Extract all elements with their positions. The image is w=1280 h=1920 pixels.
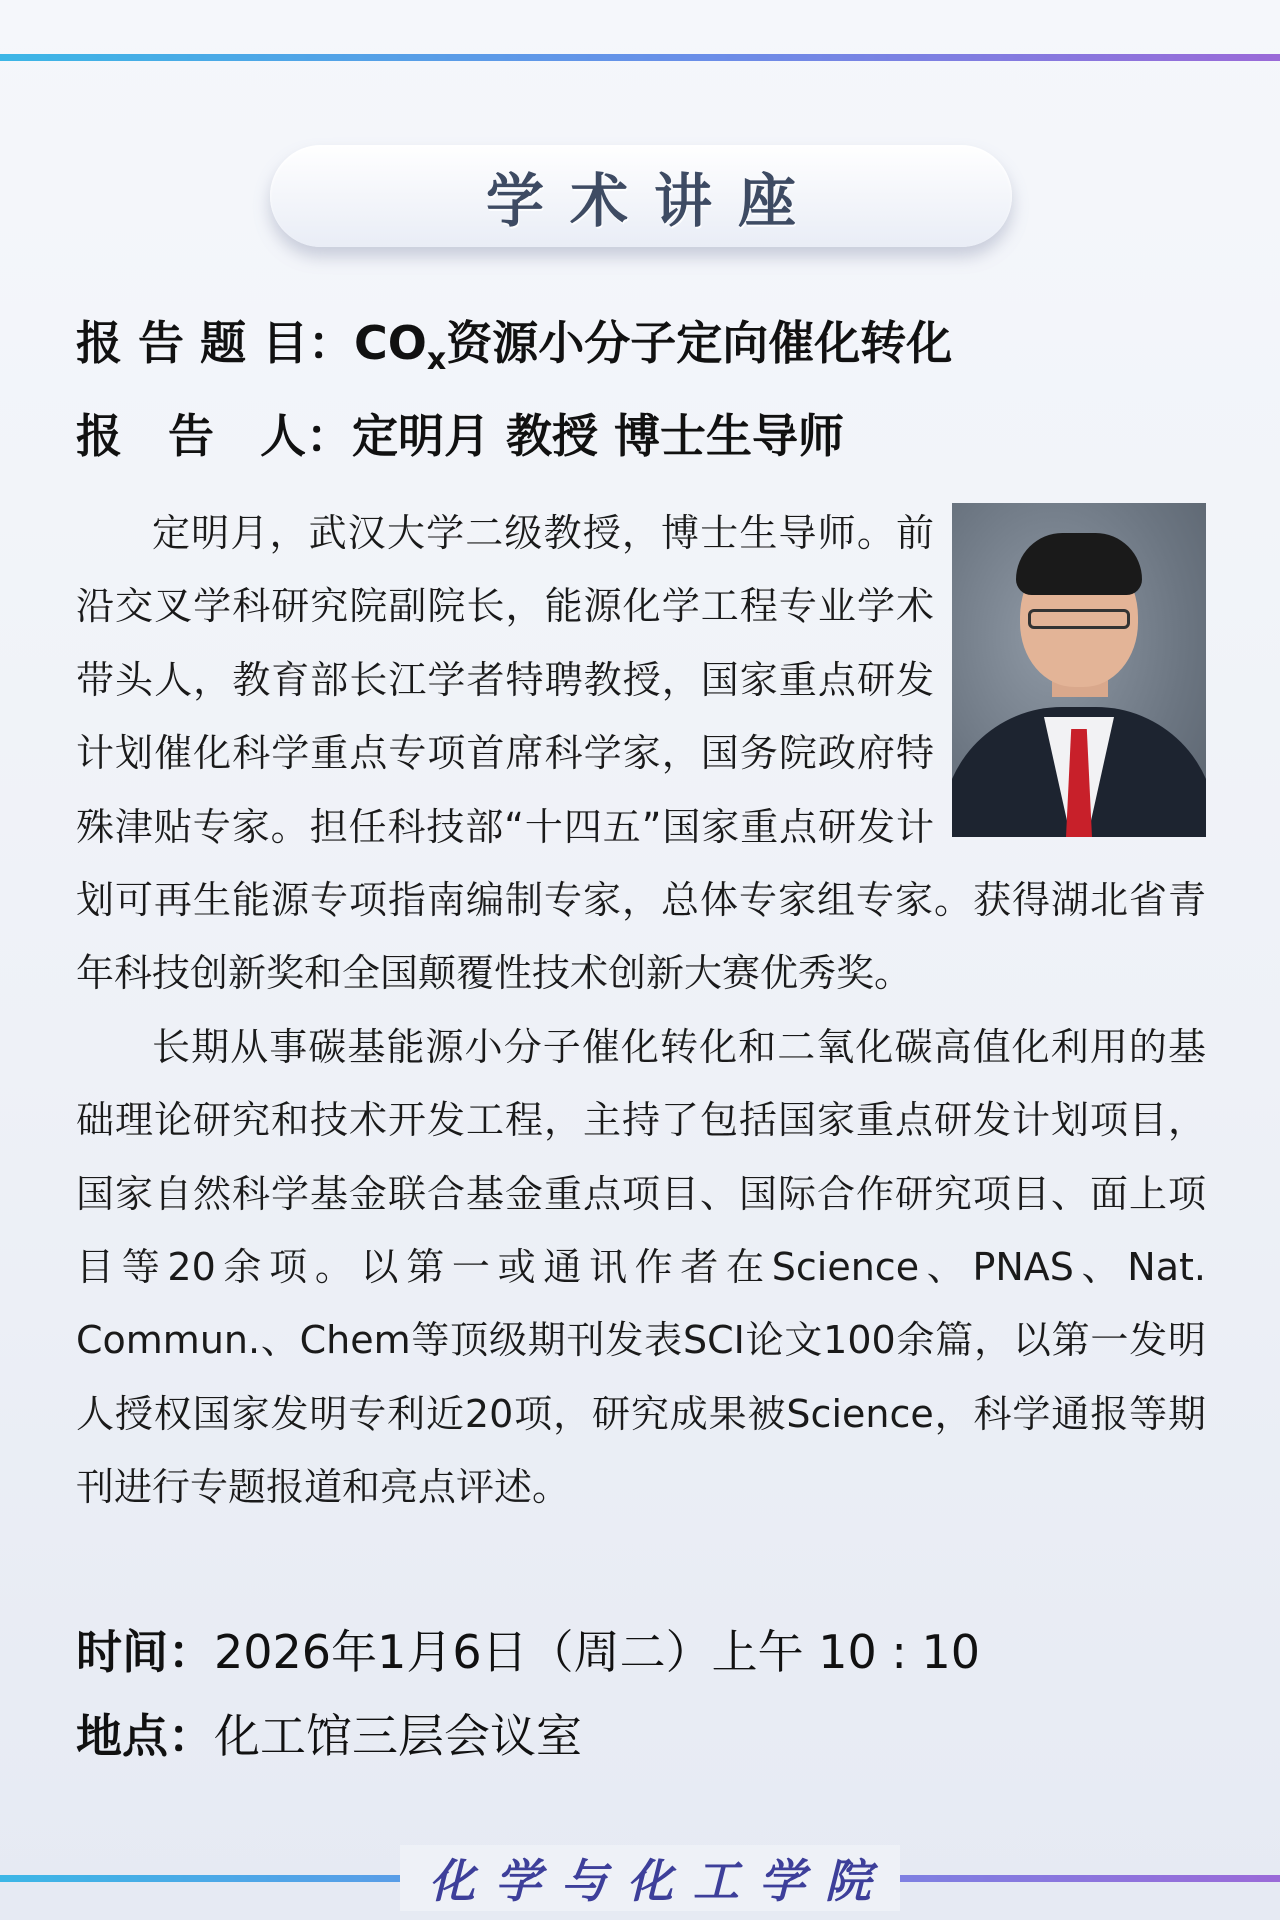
bio-paragraph-1: 定明月，武汉大学二级教授，博士生导师。前沿交叉学科研究院副院长，能源化学工程专业学术带头人，教育部长江学者特聘教授，国家重点研发计划催化科学重点专项首席科学家，国务院政府特殊津贴专家。担任科技部“十四五”国家重点研发计划可再生能源专项指南编制专家，总体专家组专家。获得湖北省青年科技创新奖和全国颠覆性技术创新大赛优秀奖。 (76, 511, 1206, 996)
topic-row (76, 313, 952, 390)
topic-label: 报 告 题 目： (76, 316, 355, 370)
speaker-row (76, 406, 844, 466)
speaker-bio (76, 497, 1206, 1525)
speaker-label: 报 告 人： (76, 409, 352, 463)
topic-subscript: x (426, 342, 447, 377)
title-banner (270, 145, 1012, 247)
speaker-photo (952, 503, 1206, 837)
place-label: 地点： (76, 1709, 214, 1763)
time-label: 时间： (76, 1625, 214, 1679)
page-title: 学术讲座 (485, 167, 822, 235)
time-value: 2026年1月6日（周二）上午 10 : 10 (214, 1625, 981, 1679)
place-row (76, 1706, 582, 1766)
place-value: 化工馆三层会议室 (214, 1709, 582, 1763)
top-accent-line (0, 54, 1280, 61)
time-row (76, 1622, 980, 1682)
topic-prefix: CO (354, 316, 427, 370)
bio-paragraph-2: 长期从事碳基能源小分子催化转化和二氧化碳高值化利用的基础理论研究和技术开发工程，主持了包括国家重点研发计划项目，国家自然科学基金联合基金重点项目、国际合作研究项目、面上项目等20余项。以第一或通讯作者在Science、PNAS、Nat. Commun.、Chem等顶级期刊发表SCI论文100余篇，以第一发明人授权国家发明专利近20项，研究成果被Science，科学通报等期刊进行专题报道和亮点评述。 (76, 1024, 1206, 1510)
organizer-name: 化学与化工学院 (400, 1845, 900, 1911)
speaker-value: 定明月 教授 博士生导师 (352, 409, 845, 463)
topic-rest: 资源小分子定向催化转化 (446, 316, 953, 370)
